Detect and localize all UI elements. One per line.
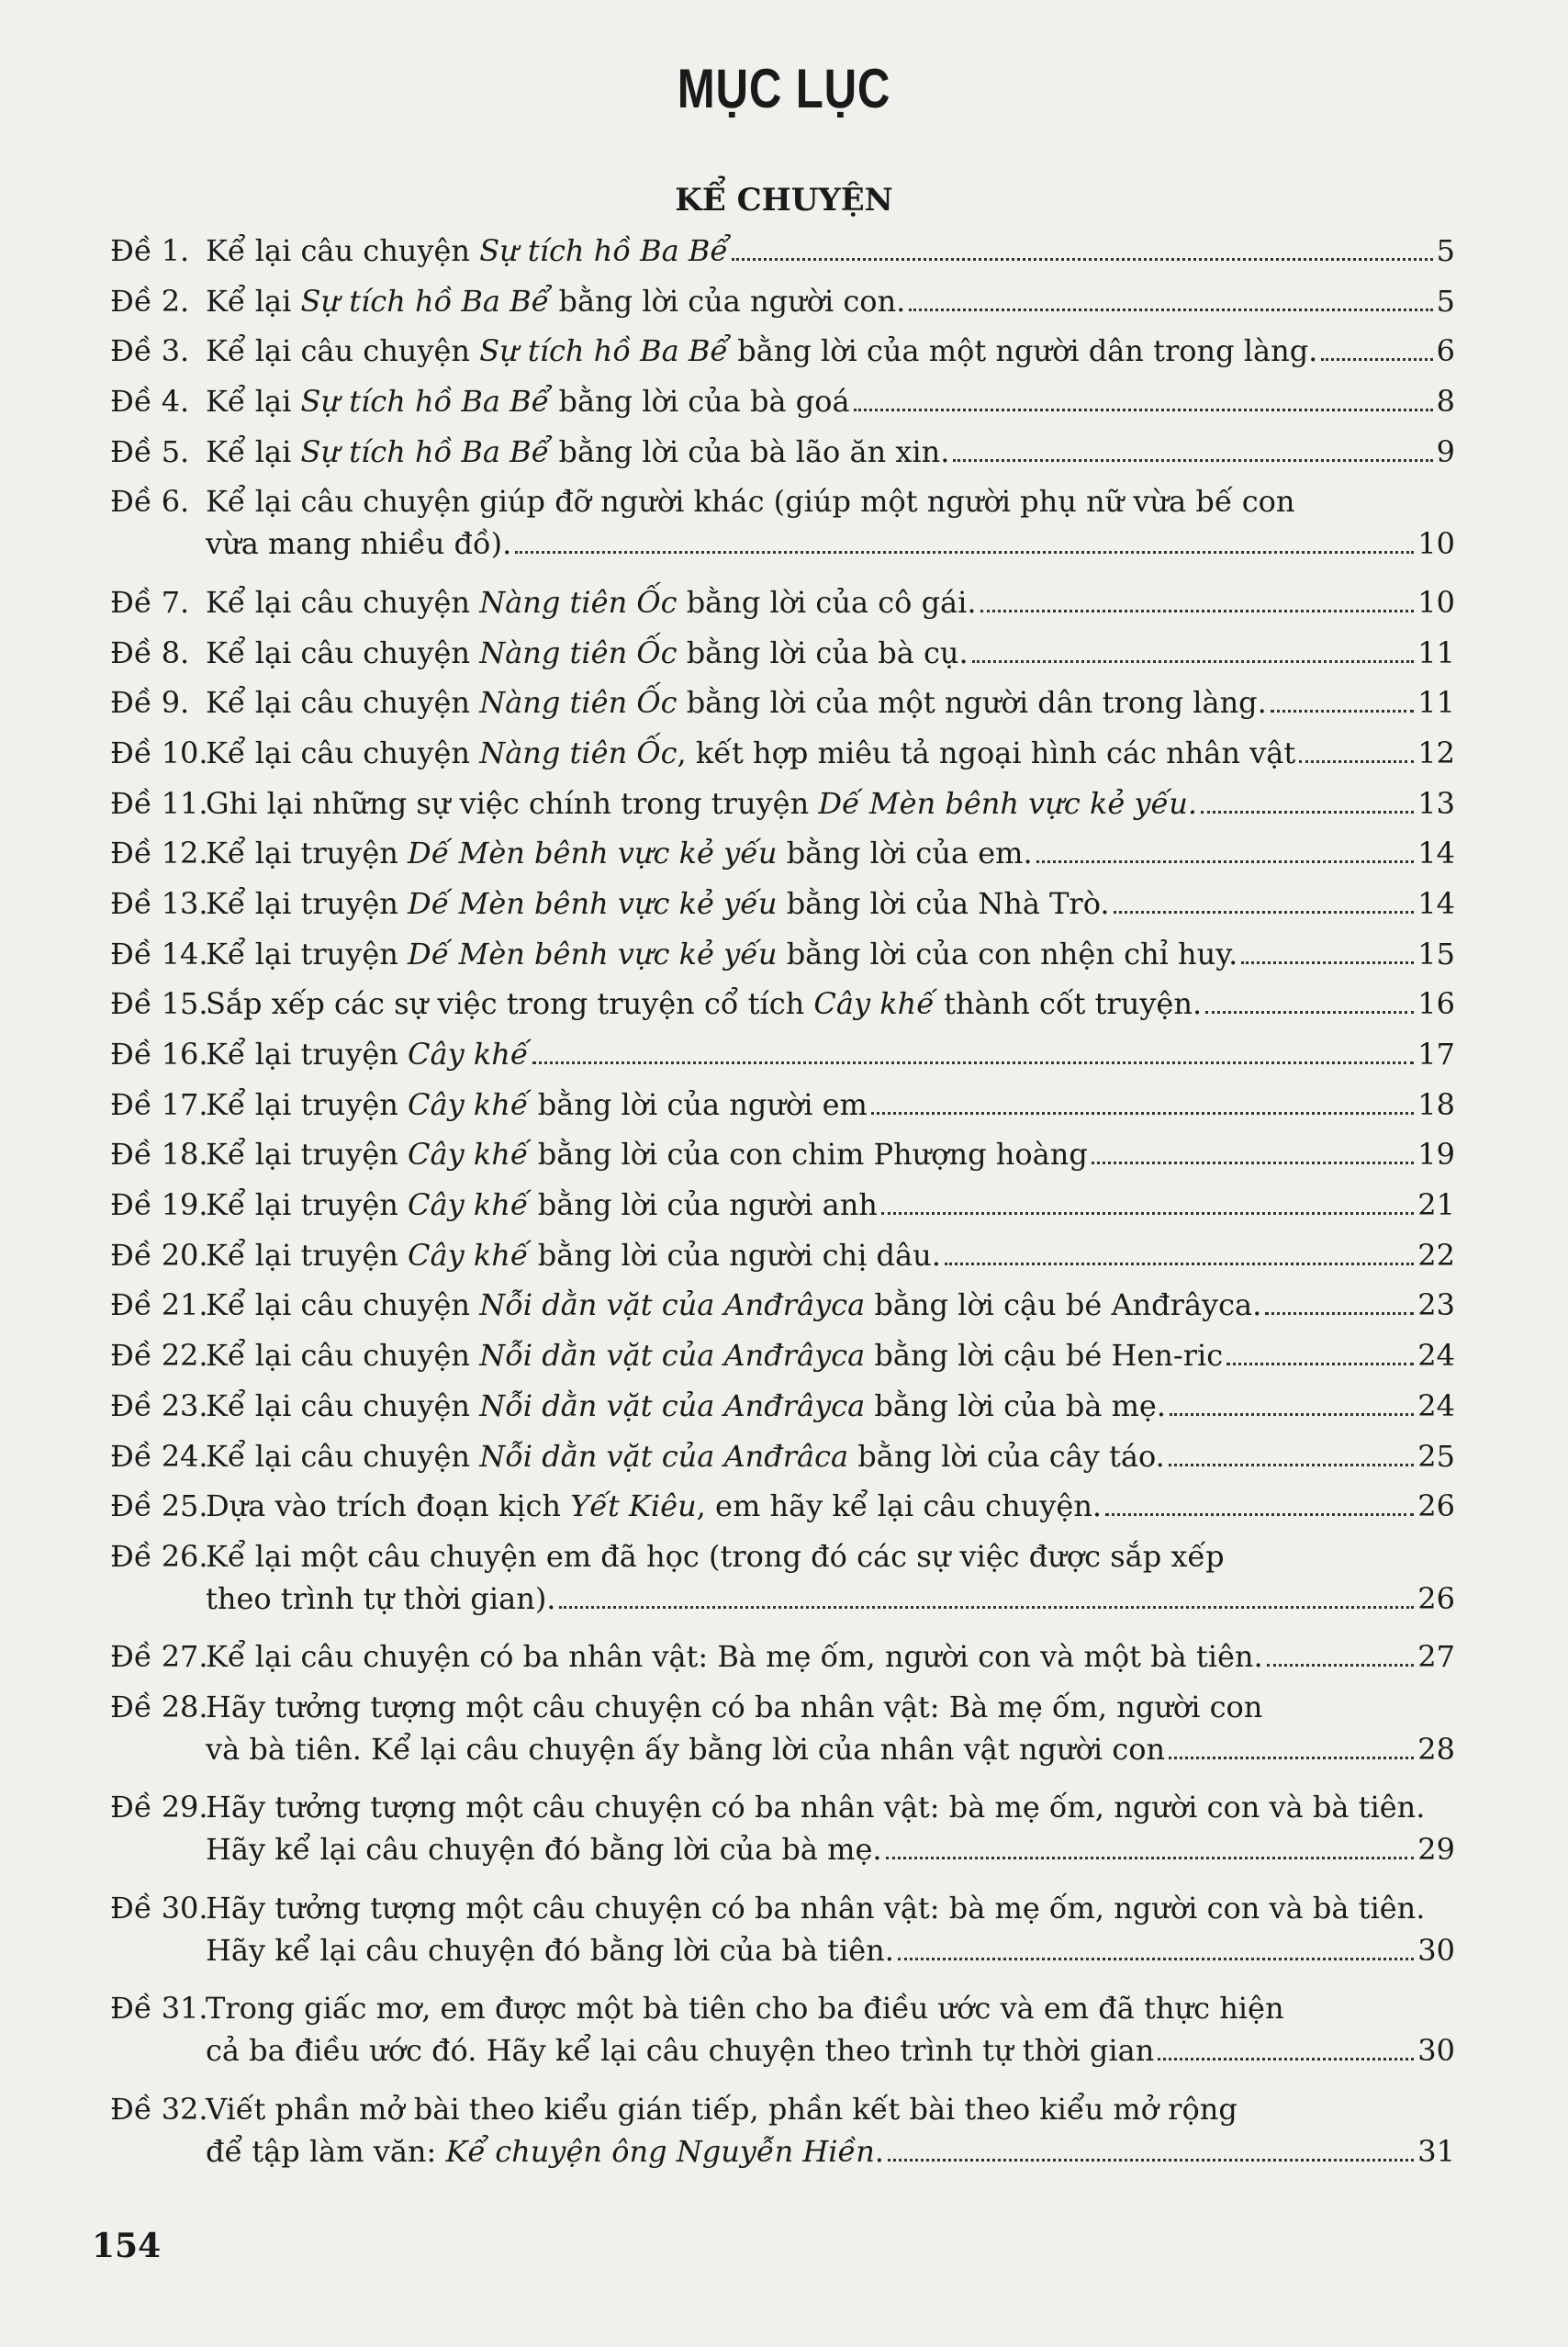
entry-title xyxy=(206,431,949,473)
dot-leader xyxy=(854,409,1433,411)
entry-title xyxy=(206,1184,878,1226)
entry-number: Đề 6. xyxy=(110,484,190,520)
dot-leader xyxy=(1092,1162,1414,1164)
entry-title-italic: Nỗi dằn vặt của Anđrâyca xyxy=(479,1287,866,1323)
toc-entry xyxy=(110,2088,1455,2188)
entry-page-number: 5 xyxy=(1436,283,1455,319)
entry-title-text: bằng lời của một người dân trong làng. xyxy=(677,685,1267,721)
entry-title xyxy=(206,983,1202,1025)
entry-title xyxy=(206,230,728,272)
entry-title xyxy=(206,330,1317,372)
entry-title-italic: Sự tích hồ Ba Bể xyxy=(479,233,729,268)
entry-title-text: Kể lại câu chuyện xyxy=(206,735,480,770)
toc-entry xyxy=(110,380,1455,431)
entry-title-italic: Sự tích hồ Ba Bể xyxy=(300,384,550,420)
entry-number: Đề 5. xyxy=(110,433,190,469)
entry-page-number: 10 xyxy=(1417,526,1455,562)
entry-title-text: Kể lại truyện xyxy=(206,936,409,971)
entry-page-number: 9 xyxy=(1436,433,1455,469)
entry-title-line: Kể lại một câu chuyện em đã học (trong đó các sự việc được sắp xếp xyxy=(206,1538,1225,1574)
entry-page-number: 5 xyxy=(1436,233,1455,268)
entry-title xyxy=(206,380,850,422)
dot-leader xyxy=(559,1606,1414,1609)
entry-number: Đề 9. xyxy=(110,685,190,721)
entry-title-line: Kể lại câu chuyện giúp đỡ người khác (giúp một người phụ nữ vừa bế con xyxy=(206,484,1295,520)
dot-leader xyxy=(1170,1413,1414,1416)
entry-title-italic: Sự tích hồ Ba Bể xyxy=(300,433,550,469)
entry-title-text: Hãy kể lại câu chuyện đó bằng lời của bà mẹ. xyxy=(206,1832,882,1868)
toc-entry xyxy=(110,1635,1455,1686)
entry-title xyxy=(206,522,511,565)
entry-number: Đề 25. xyxy=(110,1488,208,1524)
entry-title xyxy=(206,1435,1165,1477)
entry-page-number: 15 xyxy=(1417,936,1455,971)
entry-title-text: . xyxy=(874,2133,884,2169)
entry-title xyxy=(206,1334,1223,1376)
section-title: KỂ CHUYỆN xyxy=(675,182,893,219)
entry-title-text: bằng lời của cô gái. xyxy=(677,584,977,620)
entry-number: Đề 31. xyxy=(110,1991,208,2027)
dot-leader xyxy=(1299,760,1414,763)
entry-title-text: Kể lại truyện xyxy=(206,1237,409,1273)
entry-number: Đề 11. xyxy=(110,785,208,821)
entry-title-text: bằng lời của bà lão ăn xin. xyxy=(549,433,950,469)
dot-leader xyxy=(1267,1664,1415,1667)
dot-leader xyxy=(972,660,1415,663)
entry-number: Đề 28. xyxy=(110,1689,208,1724)
entry-title-text: thành cốt truyện. xyxy=(934,986,1203,1022)
dot-leader xyxy=(1201,811,1414,814)
dot-leader xyxy=(732,258,1433,261)
entry-title-text: Kể lại truyện xyxy=(206,885,409,921)
entry-number: Đề 7. xyxy=(110,584,190,620)
entry-title-text: Kể lại câu chuyện xyxy=(206,634,480,670)
toc-entry xyxy=(110,1887,1455,1987)
entry-title xyxy=(206,832,1033,874)
entry-title-italic: Nàng tiên Ốc xyxy=(479,634,678,670)
toc-entry xyxy=(110,1284,1455,1334)
entry-title-text: , kết hợp miêu tả ngoại hình các nhân vật xyxy=(677,735,1296,770)
entry-number: Đề 2. xyxy=(110,283,190,319)
dot-leader xyxy=(953,459,1432,462)
entry-page-number: 6 xyxy=(1436,333,1455,369)
entry-title-text: Kể lại câu chuyện xyxy=(206,685,480,721)
entry-title xyxy=(206,280,905,322)
entry-page-number: 28 xyxy=(1417,1731,1455,1767)
entry-title xyxy=(206,2130,884,2173)
entry-number: Đề 26. xyxy=(110,1538,208,1574)
toc-entry xyxy=(110,1435,1455,1486)
entry-title-text: Kể lại câu chuyện xyxy=(206,584,480,620)
entry-title-italic: Dế Mèn bênh vực kẻ yếu xyxy=(408,936,778,971)
entry-title-italic: Nỗi dằn vặt của Anđrâyca xyxy=(479,1387,866,1423)
dot-leader xyxy=(888,2159,1414,2162)
entry-title-text: Kể lại truyện xyxy=(206,836,409,871)
toc-entry xyxy=(110,1686,1455,1786)
entry-page-number: 22 xyxy=(1417,1237,1455,1273)
entry-title xyxy=(206,1284,1261,1326)
entry-number: Đề 4. xyxy=(110,384,190,420)
toc-entry xyxy=(110,330,1455,380)
dot-leader xyxy=(1158,2058,1414,2061)
entry-page-number: 10 xyxy=(1417,584,1455,620)
entry-title-italic: Kể chuyện ông Nguyễn Hiền xyxy=(445,2133,875,2169)
entry-title xyxy=(206,882,1110,925)
dot-leader xyxy=(1105,1513,1414,1516)
dot-leader xyxy=(1114,911,1415,914)
entry-number: Đề 29. xyxy=(110,1790,208,1825)
entry-page-number: 19 xyxy=(1417,1137,1455,1173)
entry-title-text: bằng lời cậu bé Hen-ric xyxy=(865,1338,1224,1374)
entry-page-number: 16 xyxy=(1417,986,1455,1022)
toc-entry xyxy=(110,1184,1455,1234)
entry-title xyxy=(206,782,1197,825)
entry-title-text: bằng lời của bà cụ. xyxy=(677,634,969,670)
toc-entry xyxy=(110,1234,1455,1285)
entry-title xyxy=(206,1385,1166,1427)
entry-title xyxy=(206,1728,1165,1770)
entry-title-text: vừa mang nhiều đồ). xyxy=(206,526,512,562)
entry-page-number: 11 xyxy=(1417,634,1455,670)
entry-title-italic: Dế Mèn bênh vực kẻ yếu. xyxy=(818,785,1197,821)
entry-title-text: Kể lại xyxy=(206,433,301,469)
entry-number: Đề 12. xyxy=(110,836,208,871)
entry-title-italic: Dế Mèn bênh vực kẻ yếu xyxy=(408,885,778,921)
entry-number: Đề 30. xyxy=(110,1890,208,1926)
toc-entry xyxy=(110,431,1455,481)
table-of-contents xyxy=(110,230,1455,2188)
entry-page-number: 8 xyxy=(1436,384,1455,420)
dot-leader xyxy=(881,1212,1414,1215)
page-title: MỤC LỤC xyxy=(677,58,891,119)
entry-title-text: Hãy kể lại câu chuyện đó bằng lời của bà tiên. xyxy=(206,1932,894,1968)
entry-page-number: 26 xyxy=(1417,1580,1455,1616)
entry-number: Đề 20. xyxy=(110,1237,208,1273)
entry-page-number: 12 xyxy=(1417,735,1455,770)
entry-title xyxy=(206,632,969,674)
entry-title-text: bằng lời của người chị dâu. xyxy=(528,1237,941,1273)
entry-title-text: bằng lời của Nhà Trò. xyxy=(777,885,1110,921)
dot-leader xyxy=(1226,1363,1414,1365)
page-number: 154 xyxy=(92,2227,162,2265)
toc-entry xyxy=(110,782,1455,833)
dot-leader xyxy=(1169,1464,1414,1466)
entry-title-line: Viết phần mở bài theo kiểu gián tiếp, phần kết bài theo kiểu mở rộng xyxy=(206,2091,1238,2127)
entry-title-text: để tập làm văn: xyxy=(206,2133,446,2169)
entry-title-text: Kể lại câu chuyện xyxy=(206,1438,480,1474)
entry-title-text: Ghi lại những sự việc chính trong truyện xyxy=(206,785,819,821)
entry-title-text: bằng lời của người anh xyxy=(528,1187,878,1223)
entry-title-line: Hãy tưởng tượng một câu chuyện có ba nhân vật: bà mẹ ốm, người con và bà tiên. xyxy=(206,1790,1426,1825)
toc-entry xyxy=(110,280,1455,331)
entry-page-number: 21 xyxy=(1417,1187,1455,1223)
entry-title-italic: Cây khế xyxy=(813,986,935,1022)
entry-title-italic: Nỗi dằn vặt của Anđrâca xyxy=(479,1438,849,1474)
entry-number: Đề 22. xyxy=(110,1338,208,1374)
toc-entry xyxy=(110,1385,1455,1435)
entry-title xyxy=(206,2029,1154,2072)
entry-number: Đề 1. xyxy=(110,233,190,268)
entry-title-italic: Cây khế xyxy=(408,1237,529,1273)
entry-number: Đề 15. xyxy=(110,986,208,1022)
toc-entry xyxy=(110,480,1455,580)
entry-title-line: Hãy tưởng tượng một câu chuyện có ba nhân vật: bà mẹ ốm, người con và bà tiên. xyxy=(206,1890,1426,1926)
entry-number: Đề 27. xyxy=(110,1639,208,1675)
entry-page-number: 14 xyxy=(1417,836,1455,871)
entry-title-text: , em hãy kể lại câu chuyện. xyxy=(696,1488,1103,1524)
entry-page-number: 31 xyxy=(1417,2133,1455,2169)
toc-entry xyxy=(110,732,1455,782)
entry-page-number: 11 xyxy=(1417,685,1455,721)
entry-page-number: 24 xyxy=(1417,1338,1455,1374)
entry-title xyxy=(206,1234,941,1276)
entry-title-italic: Nàng tiên Ốc xyxy=(479,584,678,620)
entry-title-text: Kể lại xyxy=(206,384,301,420)
entry-title-text: bằng lời của người em xyxy=(528,1086,868,1122)
entry-title-text: bằng lời của em. xyxy=(777,836,1033,871)
entry-title-italic: Dế Mèn bênh vực kẻ yếu xyxy=(408,836,778,871)
entry-title-italic: Cây khế xyxy=(408,1137,529,1173)
toc-entry xyxy=(110,1786,1455,1886)
toc-entry xyxy=(110,1987,1455,2087)
entry-title-text: cả ba điều ước đó. Hãy kể lại câu chuyện theo trình tự thời gian xyxy=(206,2033,1155,2069)
dot-leader xyxy=(1321,358,1432,361)
entry-title-text: Kể lại truyện xyxy=(206,1137,409,1173)
toc-entry xyxy=(110,230,1455,280)
entry-number: Đề 13. xyxy=(110,885,208,921)
entry-page-number: 26 xyxy=(1417,1488,1455,1524)
entry-title-line: Hãy tưởng tượng một câu chuyện có ba nhân vật: Bà mẹ ốm, người con xyxy=(206,1689,1263,1724)
entry-title-text: Kể lại câu chuyện xyxy=(206,1387,480,1423)
dot-leader xyxy=(515,551,1414,554)
dot-leader xyxy=(1036,860,1415,863)
entry-title xyxy=(206,732,1295,774)
entry-title xyxy=(206,1578,555,1620)
entry-number: Đề 8. xyxy=(110,634,190,670)
toc-entry xyxy=(110,1033,1455,1084)
entry-title-text: bằng lời của một người dân trong làng. xyxy=(728,333,1318,369)
entry-title-text: bằng lời cậu bé Anđrâyca. xyxy=(865,1287,1262,1323)
entry-number: Đề 23. xyxy=(110,1387,208,1423)
entry-page-number: 14 xyxy=(1417,885,1455,921)
entry-title-italic: Sự tích hồ Ba Bể xyxy=(300,283,550,319)
entry-title-text: theo trình tự thời gian). xyxy=(206,1580,556,1616)
dot-leader xyxy=(945,1263,1414,1265)
entry-title-text: bằng lời của con chim Phượng hoàng xyxy=(528,1137,1088,1173)
entry-title-italic: Nàng tiên Ốc xyxy=(479,685,678,721)
entry-title-line: Trong giấc mơ, em được một bà tiên cho ba điều ước và em đã thực hiện xyxy=(206,1991,1284,2027)
entry-page-number: 27 xyxy=(1417,1639,1455,1675)
toc-entry xyxy=(110,983,1455,1033)
entry-title-text: Kể lại truyện xyxy=(206,1037,409,1072)
toc-entry xyxy=(110,1084,1455,1134)
entry-title-text: bằng lời của cây táo. xyxy=(848,1438,1165,1474)
entry-title-text: và bà tiên. Kể lại câu chuyện ấy bằng lời của nhân vật người con xyxy=(206,1731,1166,1767)
entry-number: Đề 14. xyxy=(110,936,208,971)
entry-title-italic: Cây khế xyxy=(408,1086,529,1122)
entry-title xyxy=(206,1635,1263,1678)
entry-page-number: 24 xyxy=(1417,1387,1455,1423)
toc-entry xyxy=(110,1334,1455,1385)
toc-entry xyxy=(110,1485,1455,1535)
entry-title-text: bằng lời của người con. xyxy=(549,283,906,319)
entry-page-number: 23 xyxy=(1417,1287,1455,1323)
entry-title-text: Kể lại câu chuyện xyxy=(206,233,480,268)
entry-title xyxy=(206,933,1238,975)
dot-leader xyxy=(1265,1312,1414,1315)
toc-entry xyxy=(110,933,1455,983)
entry-title-text: Kể lại truyện xyxy=(206,1086,409,1122)
entry-title-italic: Nỗi dằn vặt của Anđrâyca xyxy=(479,1338,866,1374)
entry-title-text: bằng lời của con nhện chỉ huy. xyxy=(777,936,1238,971)
entry-title xyxy=(206,681,1267,724)
entry-number: Đề 24. xyxy=(110,1438,208,1474)
entry-title xyxy=(206,1033,529,1075)
entry-title xyxy=(206,1828,882,1870)
toc-entry xyxy=(110,581,1455,632)
dot-leader xyxy=(898,1958,1414,1960)
dot-leader xyxy=(871,1112,1414,1115)
toc-entry xyxy=(110,832,1455,882)
entry-title-text: Kể lại câu chuyện xyxy=(206,333,480,369)
entry-page-number: 29 xyxy=(1417,1832,1455,1868)
entry-page-number: 25 xyxy=(1417,1438,1455,1474)
entry-number: Đề 17. xyxy=(110,1086,208,1122)
entry-title-text: Kể lại truyện xyxy=(206,1187,409,1223)
toc-entry xyxy=(110,882,1455,933)
entry-title xyxy=(206,1084,868,1126)
entry-title-text: Kể lại câu chuyện có ba nhân vật: Bà mẹ ốm, người con và một bà tiên. xyxy=(206,1639,1263,1675)
dot-leader xyxy=(1169,1757,1414,1759)
entry-page-number: 13 xyxy=(1417,785,1455,821)
entry-page-number: 30 xyxy=(1417,1932,1455,1968)
entry-title-text: Kể lại xyxy=(206,283,301,319)
entry-title-text: Dựa vào trích đoạn kịch xyxy=(206,1488,571,1524)
entry-number: Đề 3. xyxy=(110,333,190,369)
entry-title-text: bằng lời của bà mẹ. xyxy=(865,1387,1167,1423)
entry-page-number: 18 xyxy=(1417,1086,1455,1122)
entry-title-text: bằng lời của bà goá xyxy=(549,384,850,420)
dot-leader xyxy=(909,309,1432,311)
entry-title-italic: Nàng tiên Ốc xyxy=(479,735,678,770)
dot-leader xyxy=(1241,961,1414,964)
entry-number: Đề 10. xyxy=(110,735,208,770)
entry-title-text: Sắp xếp các sự việc trong truyện cổ tích xyxy=(206,986,814,1022)
entry-title xyxy=(206,1929,894,1971)
entry-page-number: 17 xyxy=(1417,1037,1455,1072)
dot-leader xyxy=(886,1857,1415,1859)
toc-entry xyxy=(110,681,1455,732)
entry-title-italic: Yết Kiêu xyxy=(570,1488,697,1524)
entry-number: Đề 18. xyxy=(110,1137,208,1173)
toc-entry xyxy=(110,1535,1455,1635)
toc-entry xyxy=(110,1133,1455,1184)
dot-leader xyxy=(532,1061,1415,1064)
entry-title-italic: Cây khế xyxy=(408,1037,529,1072)
entry-title-italic: Cây khế xyxy=(408,1187,529,1223)
entry-page-number: 30 xyxy=(1417,2033,1455,2069)
entry-title-italic: Sự tích hồ Ba Bể xyxy=(479,333,729,369)
entry-title xyxy=(206,1485,1102,1527)
entry-number: Đề 19. xyxy=(110,1187,208,1223)
dot-leader xyxy=(1271,710,1414,713)
dot-leader xyxy=(1205,1011,1414,1014)
entry-number: Đề 16. xyxy=(110,1037,208,1072)
entry-title xyxy=(206,1133,1088,1175)
entry-title-text: Kể lại câu chuyện xyxy=(206,1338,480,1374)
entry-number: Đề 21. xyxy=(110,1287,208,1323)
entry-number: Đề 32. xyxy=(110,2091,208,2127)
toc-entry xyxy=(110,632,1455,682)
dot-leader xyxy=(980,610,1415,612)
entry-title-text: Kể lại câu chuyện xyxy=(206,1287,480,1323)
entry-title xyxy=(206,581,977,623)
